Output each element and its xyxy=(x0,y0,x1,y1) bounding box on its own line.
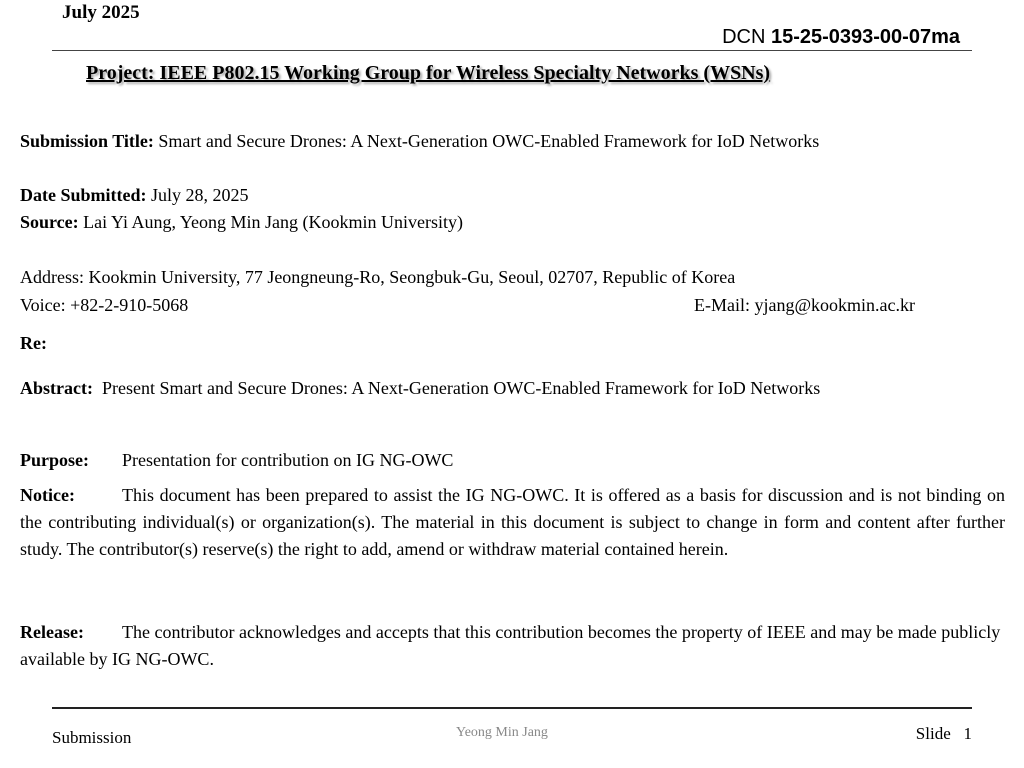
re-label: Re: xyxy=(20,333,47,353)
footer-author: Yeong Min Jang xyxy=(456,725,548,740)
purpose xyxy=(20,447,1005,474)
dcn-number xyxy=(722,26,960,49)
abstract xyxy=(20,375,1005,402)
project-title: Project: IEEE P802.15 Working Group for Wireless Specialty Networks (WSNs) xyxy=(86,62,771,84)
notice-label: Notice: xyxy=(20,485,75,505)
email: E-Mail: yjang@kookmin.ac.kr xyxy=(693,295,915,315)
footer-slide-number: Slide 1 xyxy=(915,724,972,743)
header-date: July 2025 xyxy=(62,2,140,23)
voice: Voice: +82-2-910-5068 xyxy=(20,295,189,315)
abstract-value: Present Smart and Secure Drones: A Next-Generation OWC-Enabled Framework for IoD Networks xyxy=(101,378,821,398)
dcn-prefix: DCN xyxy=(722,26,771,48)
purpose-value: Presentation for contribution on IG NG-OWC xyxy=(122,450,454,470)
release xyxy=(20,619,1005,673)
footer-divider xyxy=(52,707,972,709)
source xyxy=(20,209,1005,236)
date-submitted-value: July 28, 2025 xyxy=(146,185,249,205)
footer-submission: Submission xyxy=(52,728,132,747)
release-value: The contributor acknowledges and accepts that this contribution becomes the property of IEEE and may be made publicly available by IG NG-OWC. xyxy=(20,622,1001,669)
release-label: Release: xyxy=(20,622,84,642)
address: Address: Kookmin University, 77 Jeongneung-Ro, Seongbuk-Gu, Seoul, 02707, Republic of Korea xyxy=(20,267,736,287)
abstract-label: Abstract: xyxy=(20,378,93,398)
header-divider xyxy=(52,50,972,51)
contact-row xyxy=(20,292,915,319)
notice-value: This document has been prepared to assist the IG NG-OWC. It is offered as a basis for discussion and is not binding on the contributing individual(s) or organization(s). The material in this document is subject to change in form and content after further study. The contributor(s) reserve(s) the right to add, amend or withdraw material contained herein. xyxy=(20,485,1005,559)
purpose-label: Purpose: xyxy=(20,450,89,470)
submission-title-label: Submission Title: xyxy=(20,131,154,151)
source-value: Lai Yi Aung, Yeong Min Jang (Kookmin University) xyxy=(78,212,463,232)
re xyxy=(20,330,1005,357)
submission-title-value: Smart and Secure Drones: A Next-Generation OWC-Enabled Framework for IoD Networks xyxy=(153,131,820,151)
source-label: Source: xyxy=(20,212,79,232)
dcn-value: 15-25-0393-00-07ma xyxy=(770,26,960,48)
date-submitted-label: Date Submitted: xyxy=(20,185,147,205)
submission-title xyxy=(20,128,1005,155)
notice xyxy=(20,482,1005,563)
date-submitted xyxy=(20,182,1005,209)
